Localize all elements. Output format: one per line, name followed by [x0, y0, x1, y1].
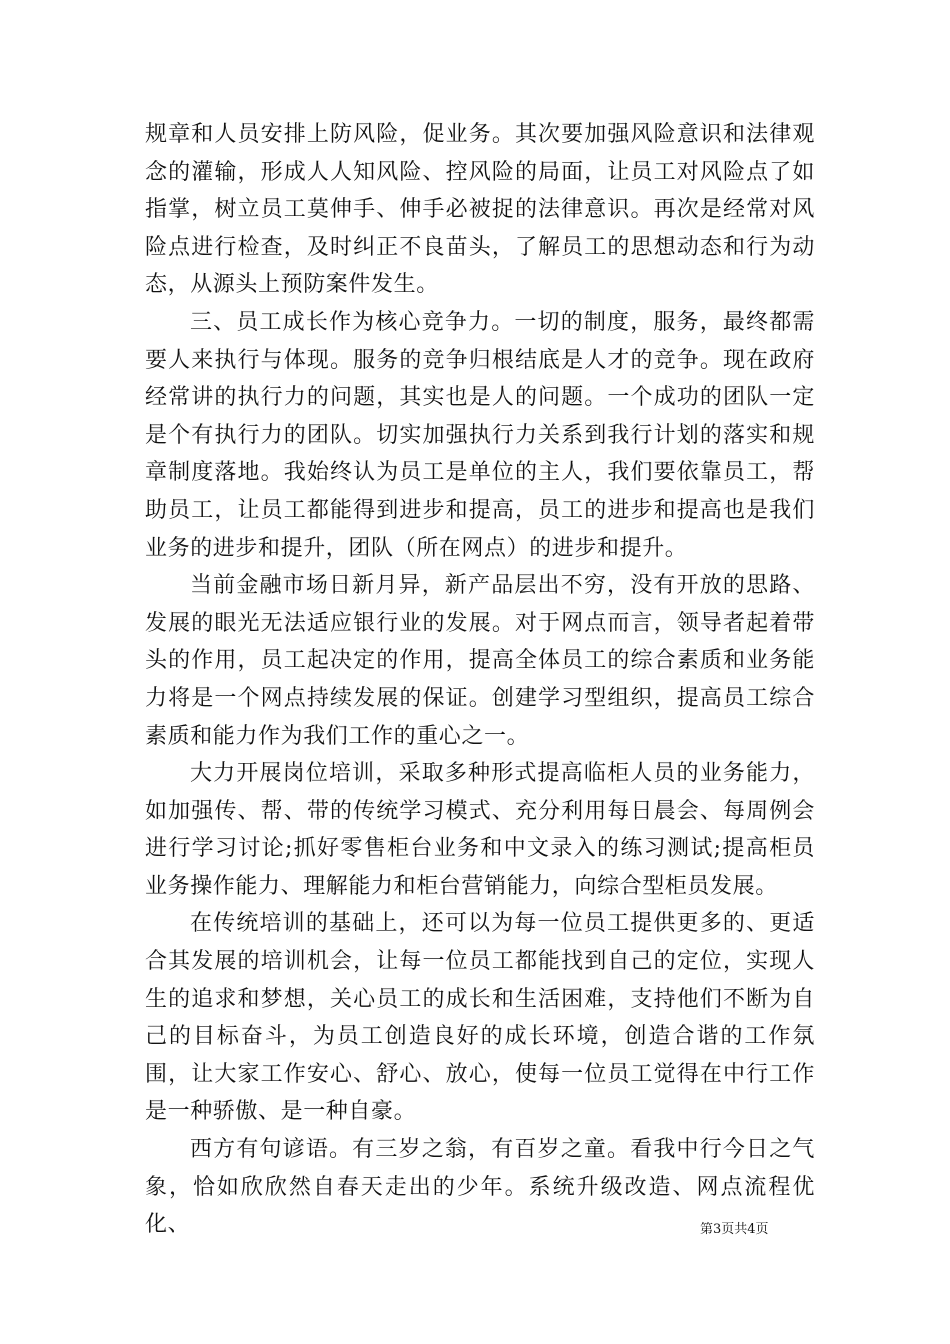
paragraph-continuation: 规章和人员安排上防风险，促业务。其次要加强风险意识和法律观念的灌输，形成人人知风险、控风险的局面，让员工对风险点了如指掌，树立员工莫伸手、伸手必被捉的法律意识。再次是经常对风险点进行检查，及时纠正不良苗头，了解员工的思想动态和行为动态，从源头上预防案件发生。: [145, 122, 815, 298]
paragraph-job-training: 大力开展岗位培训，采取多种形式提高临柜人员的业务能力，如加强传、帮、带的传统学习模式、充分利用每日晨会、每周例会进行学习讨论;抓好零售柜台业务和中文录入的练习测试;提高柜员业务操作能力、理解能力和柜台营销能力，向综合型柜员发展。: [145, 761, 815, 899]
paragraph-training-opportunities: 在传统培训的基础上，还可以为每一位员工提供更多的、更适合其发展的培训机会，让每一位员工都能找到自己的定位，实现人生的追求和梦想，关心员工的成长和生活困难，支持他们不断为自己的目标奋斗，为员工创造良好的成长环境，创造合谐的工作氛围，让大家工作安心、舒心、放心，使每一位员工觉得在中行工作是一种骄傲、是一种自豪。: [145, 911, 815, 1125]
paragraph-employee-growth: 三、员工成长作为核心竞争力。一切的制度，服务，最终都需要人来执行与体现。服务的竞争归根结底是人才的竞争。现在政府经常讲的执行力的问题，其实也是人的问题。一个成功的团队一定是个有执行力的团队。切实加强执行力关系到我行计划的落实和规章制度落地。我始终认为员工是单位的主人，我们要依靠员工，帮助员工，让员工都能得到进步和提高，员工的进步和提高也是我们业务的进步和提升，团队（所在网点）的进步和提升。: [145, 309, 815, 561]
paragraph-western-proverb: 西方有句谚语。有三岁之翁，有百岁之童。看我中行今日之气象，恰如欣欣然自春天走出的少年。系统升级改造、网点流程优化、: [145, 1137, 815, 1238]
paragraph-financial-market: 当前金融市场日新月异，新产品层出不穷，没有开放的思路、发展的眼光无法适应银行业的发展。对于网点而言，领导者起着带头的作用，员工起决定的作用，提高全体员工的综合素质和业务能力将是一个网点持续发展的保证。创建学习型组织，提高员工综合素质和能力作为我们工作的重心之一。: [145, 573, 815, 749]
page-number-footer: 第3页共4页: [700, 1222, 769, 1237]
document-body: [145, 116, 815, 1244]
